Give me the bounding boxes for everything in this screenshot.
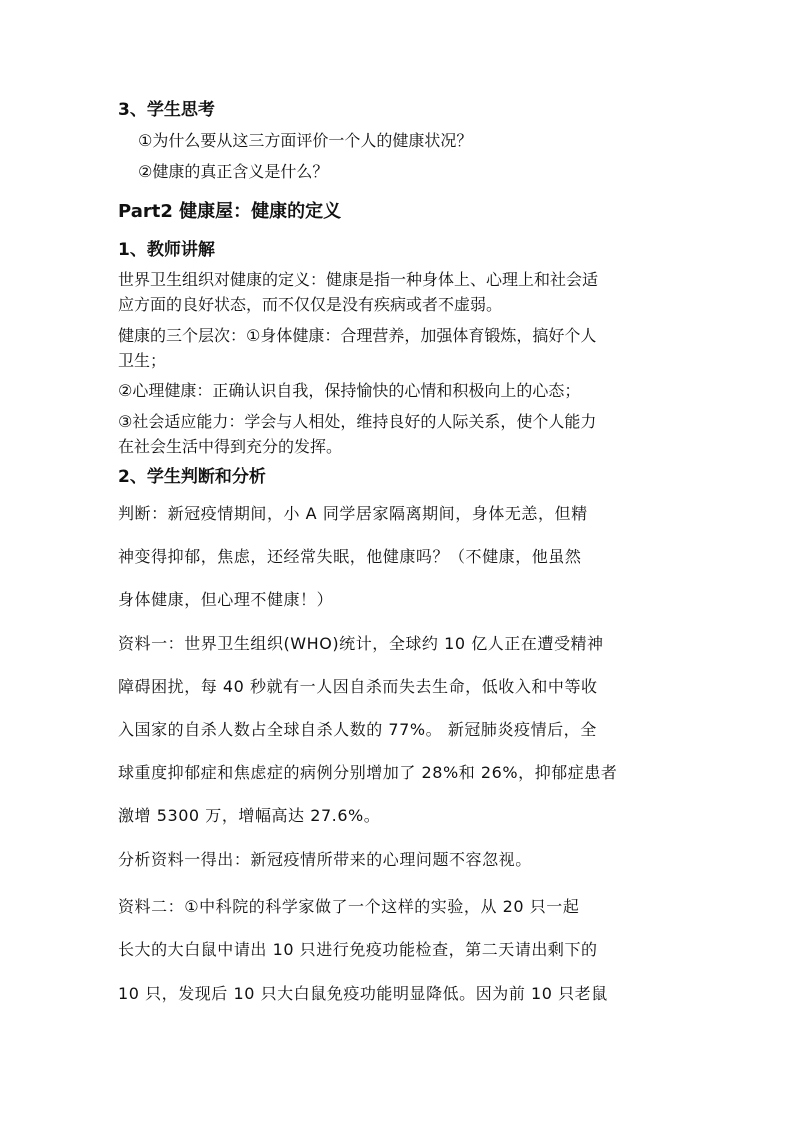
judge-line-1: 判断：新冠疫情期间，小 A 同学居家隔离期间，身体无恙，但精 — [118, 504, 588, 523]
conclusion-line: 分析资料一得出：新冠疫情所带来的心理问题不容忽视。 — [118, 850, 532, 869]
judge-line-3: 身体健康，但心理不健康！） — [118, 590, 334, 609]
social-line-1: ③社会适应能力：学会与人相处，维持良好的人际关系，使个人能力 — [118, 412, 597, 431]
question-2: ②健康的真正含义是什么？ — [138, 162, 329, 181]
material1-line-2: 障碍困扰，每 40 秒就有一人因自杀而失去生命，低收入和中等收 — [118, 677, 598, 696]
definition-line-2: 应方面的良好状态，而不仅仅是没有疾病或者不虚弱。 — [118, 295, 503, 314]
material1-line-3: 入国家的自杀人数占全球自杀人数的 77%。 新冠肺炎疫情后，全 — [118, 720, 597, 739]
material2-line-3: 10 只，发现后 10 只大白鼠免疫功能明显降低。因为前 10 只老鼠 — [118, 984, 608, 1003]
mental-health-line: ②心理健康：正确认识自我，保持愉快的心情和积极向上的心态； — [118, 381, 581, 400]
analysis-heading: 2、学生判断和分析 — [118, 467, 266, 487]
levels-line-1: 健康的三个层次：①身体健康：合理营养，加强体育锻炼，搞好个人 — [118, 326, 597, 345]
question-1: ①为什么要从这三方面评价一个人的健康状况？ — [138, 131, 473, 150]
lecture-heading: 1、教师讲解 — [118, 240, 215, 260]
judge-line-2: 神变得抑郁，焦虑，还经常失眠，他健康吗？（不健康，他虽然 — [118, 547, 582, 566]
levels-line-2: 卫生； — [118, 351, 167, 370]
social-line-2: 在社会生活中得到充分的发挥。 — [118, 437, 343, 456]
material1-line-1: 资料一：世界卫生组织(WHO)统计，全球约 10 亿人正在遭受精神 — [118, 634, 604, 653]
material2-line-1: 资料二：①中科院的科学家做了一个这样的实验，从 20 只一起 — [118, 897, 580, 916]
part2-title: Part2 健康屋：健康的定义 — [118, 201, 342, 222]
material2-line-2: 长大的大白鼠中请出 10 只进行免疫功能检查，第二天请出剩下的 — [118, 940, 598, 959]
material1-line-5: 激增 5300 万，增幅高达 27.6%。 — [118, 806, 381, 825]
definition-line-1: 世界卫生组织对健康的定义：健康是指一种身体上、心理上和社会适 — [118, 270, 599, 289]
section3-heading: 3、学生思考 — [118, 100, 215, 120]
material1-line-4: 球重度抑郁症和焦虑症的病例分别增加了 28%和 26%，抑郁症患者 — [118, 763, 618, 782]
